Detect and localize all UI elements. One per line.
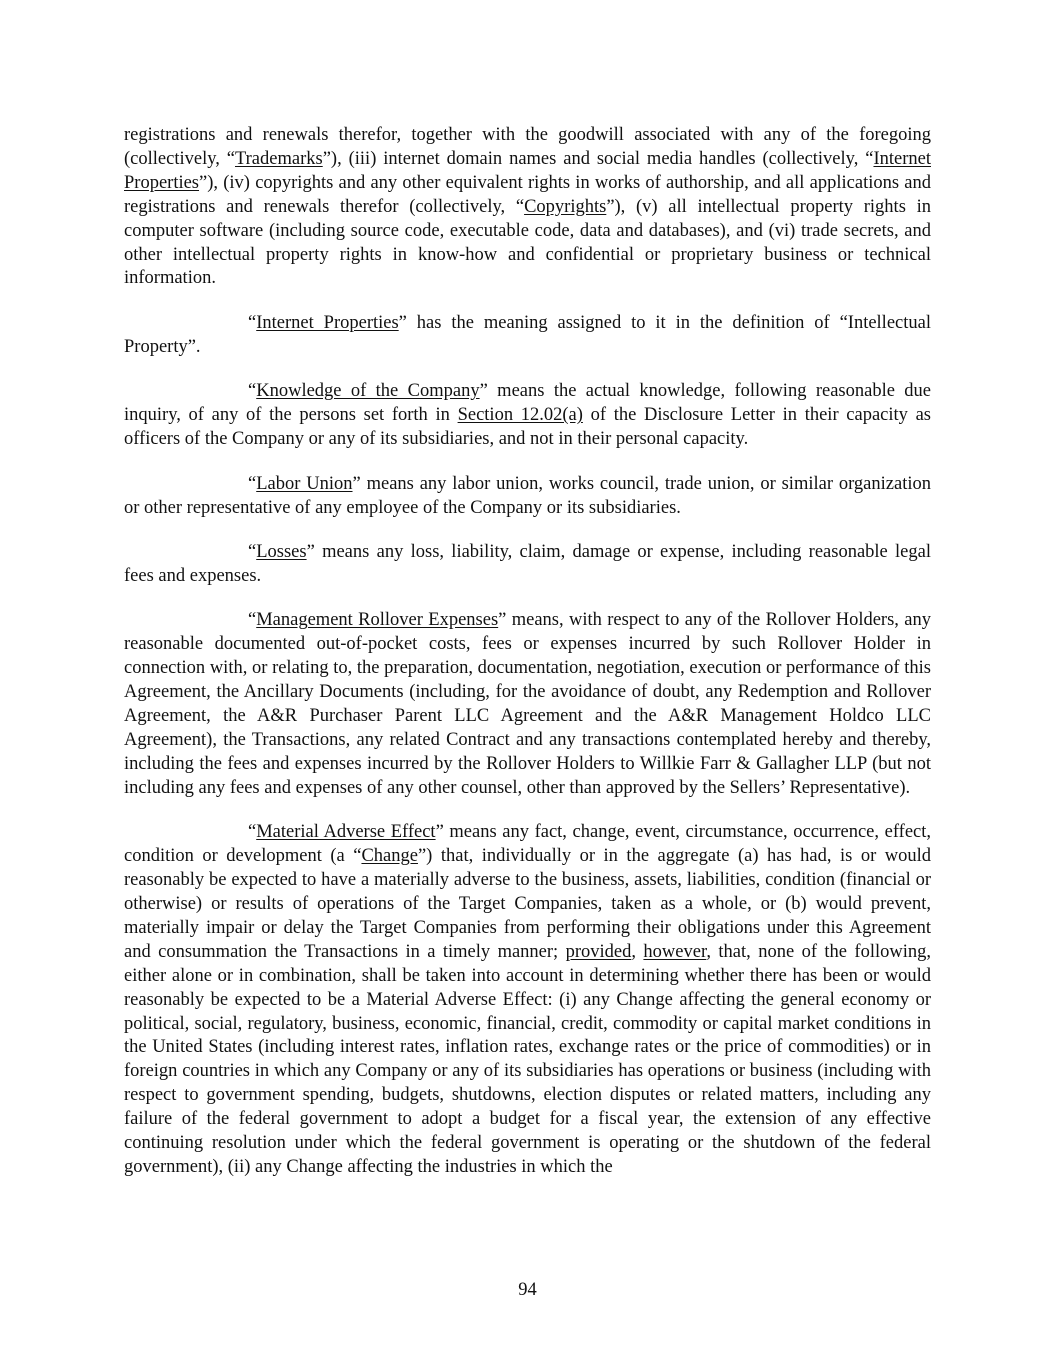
defined-term: Trademarks [235, 148, 323, 169]
defined-term: Internet Properties [256, 312, 399, 333]
paragraph-text: ” means any loss, liability, claim, damage or expense, including reasonable legal fees and expenses. [124, 542, 931, 586]
paragraph-knowledge-of-the-company [124, 380, 931, 452]
defined-term: Internet Properties [124, 148, 931, 193]
paragraph-material-adverse-effect [124, 821, 931, 1180]
paragraph-text: registrations and renewals therefor, together with the goodwill associated with any of the foregoing (collectively, “ [124, 125, 931, 169]
defined-term: Knowledge of the Company [256, 381, 480, 402]
paragraph-text: “ [248, 542, 257, 563]
paragraph-intellectual-property-continued [124, 124, 931, 291]
paragraph-losses [124, 541, 931, 589]
paragraph-text: ”), (v) all intellectual property rights in computer software (including source code, executable code, data and databases), and (vi) trade secrets, and other intellectual property rights in know-how and confidential or proprietary business or technical information. [124, 196, 931, 289]
paragraph-text: “ [248, 473, 257, 494]
paragraph-text: ” has the meaning assigned to it in the definition of “Intellectual Property”. [124, 312, 931, 357]
defined-term: Material Adverse Effect [256, 822, 436, 843]
defined-term: Change [361, 846, 418, 867]
paragraph-labor-union [124, 473, 931, 521]
page-number: 94 [518, 1280, 537, 1300]
defined-term: provided [565, 941, 632, 962]
defined-term: Losses [256, 542, 307, 563]
paragraph-text: ” means any labor union, works council, trade union, or similar organization or other representative of any employee of the Company or its subsidiaries. [124, 473, 931, 518]
paragraph-text: , [631, 941, 644, 962]
paragraph-text: , that, none of the following, either alone or in combination, shall be taken into account in determining whether there has been or would reasonably be expected to be a Material Adverse Effect: (i) any Change affecting the general economy or political, social, regulatory, business, economic, financial, credit, commodity or capital market conditions in the United States (including interest rates, inflation rates, exchange rates or the price of commodities) or in foreign countries in which any Company or any of its subsidiaries has operations or business (including with respect to government spending, budgets, shutdowns, election disputes or related matters, including any failure of the federal government to adopt a budget for a fiscal year, the extension of any effective continuing resolution under which the federal government is operating or the shutdown of the federal government), (ii) any Change affecting the industries in which the [124, 941, 931, 1177]
paragraph-text: ” means, with respect to any of the Rollover Holders, any reasonable documented out-of-pocket costs, fees or expenses incurred by such Rollover Holder in connection with, or relating to, the preparation, documentation, negotiation, execution or performance of this Agreement, the Ancillary Documents (including, for the avoidance of doubt, any Redemption and Rollover Agreement, the A&R Purchaser Parent LLC Agreement and the A&R Management Holdco LLC Agreement), the Transactions, any related Contract and any transactions contemplated hereby and thereby, including the fees and expenses incurred by the Rollover Holders to Willkie Farr & Gallagher LLP (but not including any fees and expenses of any other counsel, other than approved by the Sellers’ Representative). [124, 610, 931, 798]
defined-term: however [643, 941, 707, 962]
paragraph-internet-properties [124, 312, 931, 360]
paragraph-text: “ [248, 610, 257, 631]
paragraph-text: ” means the actual knowledge, following reasonable due inquiry, of any of the persons set forth in [124, 381, 931, 426]
paragraph-text: ”), (iii) internet domain names and social media handles (collectively, “ [322, 148, 874, 169]
defined-term: Labor Union [256, 473, 353, 494]
paragraph-text: “ [248, 312, 257, 333]
paragraph-text: ” means any fact, change, event, circumstance, occurrence, effect, condition or development (a “ [124, 822, 932, 867]
defined-term: Management Rollover Expenses [256, 610, 499, 631]
paragraph-text: ”), (iv) copyrights and any other equivalent rights in works of authorship, and all applications and registrations and renewals therefor (collectively, “ [124, 172, 931, 217]
defined-term: Copyrights [524, 196, 607, 217]
paragraph-management-rollover-expenses [124, 609, 931, 800]
paragraph-text: “ [248, 822, 257, 843]
paragraph-text: of the Disclosure Letter in their capacity as officers of the Company or any of its subsidiaries, and not in their personal capacity. [124, 405, 932, 450]
paragraph-text: “ [248, 381, 257, 402]
paragraph-text: ”) that, individually or in the aggregate (a) has had, is or would reasonably be expected to have a materially adverse to the business, assets, liabilities, condition (financial or otherwise) or results of operations of the Target Companies, taken as a whole, or (b) would prevent, materially impair or delay the Target Companies from performing their obligations under this Agreement and consummation the Transactions in a timely manner; [124, 846, 931, 962]
defined-term: Section 12.02(a) [457, 405, 583, 426]
document-body [124, 124, 931, 1180]
